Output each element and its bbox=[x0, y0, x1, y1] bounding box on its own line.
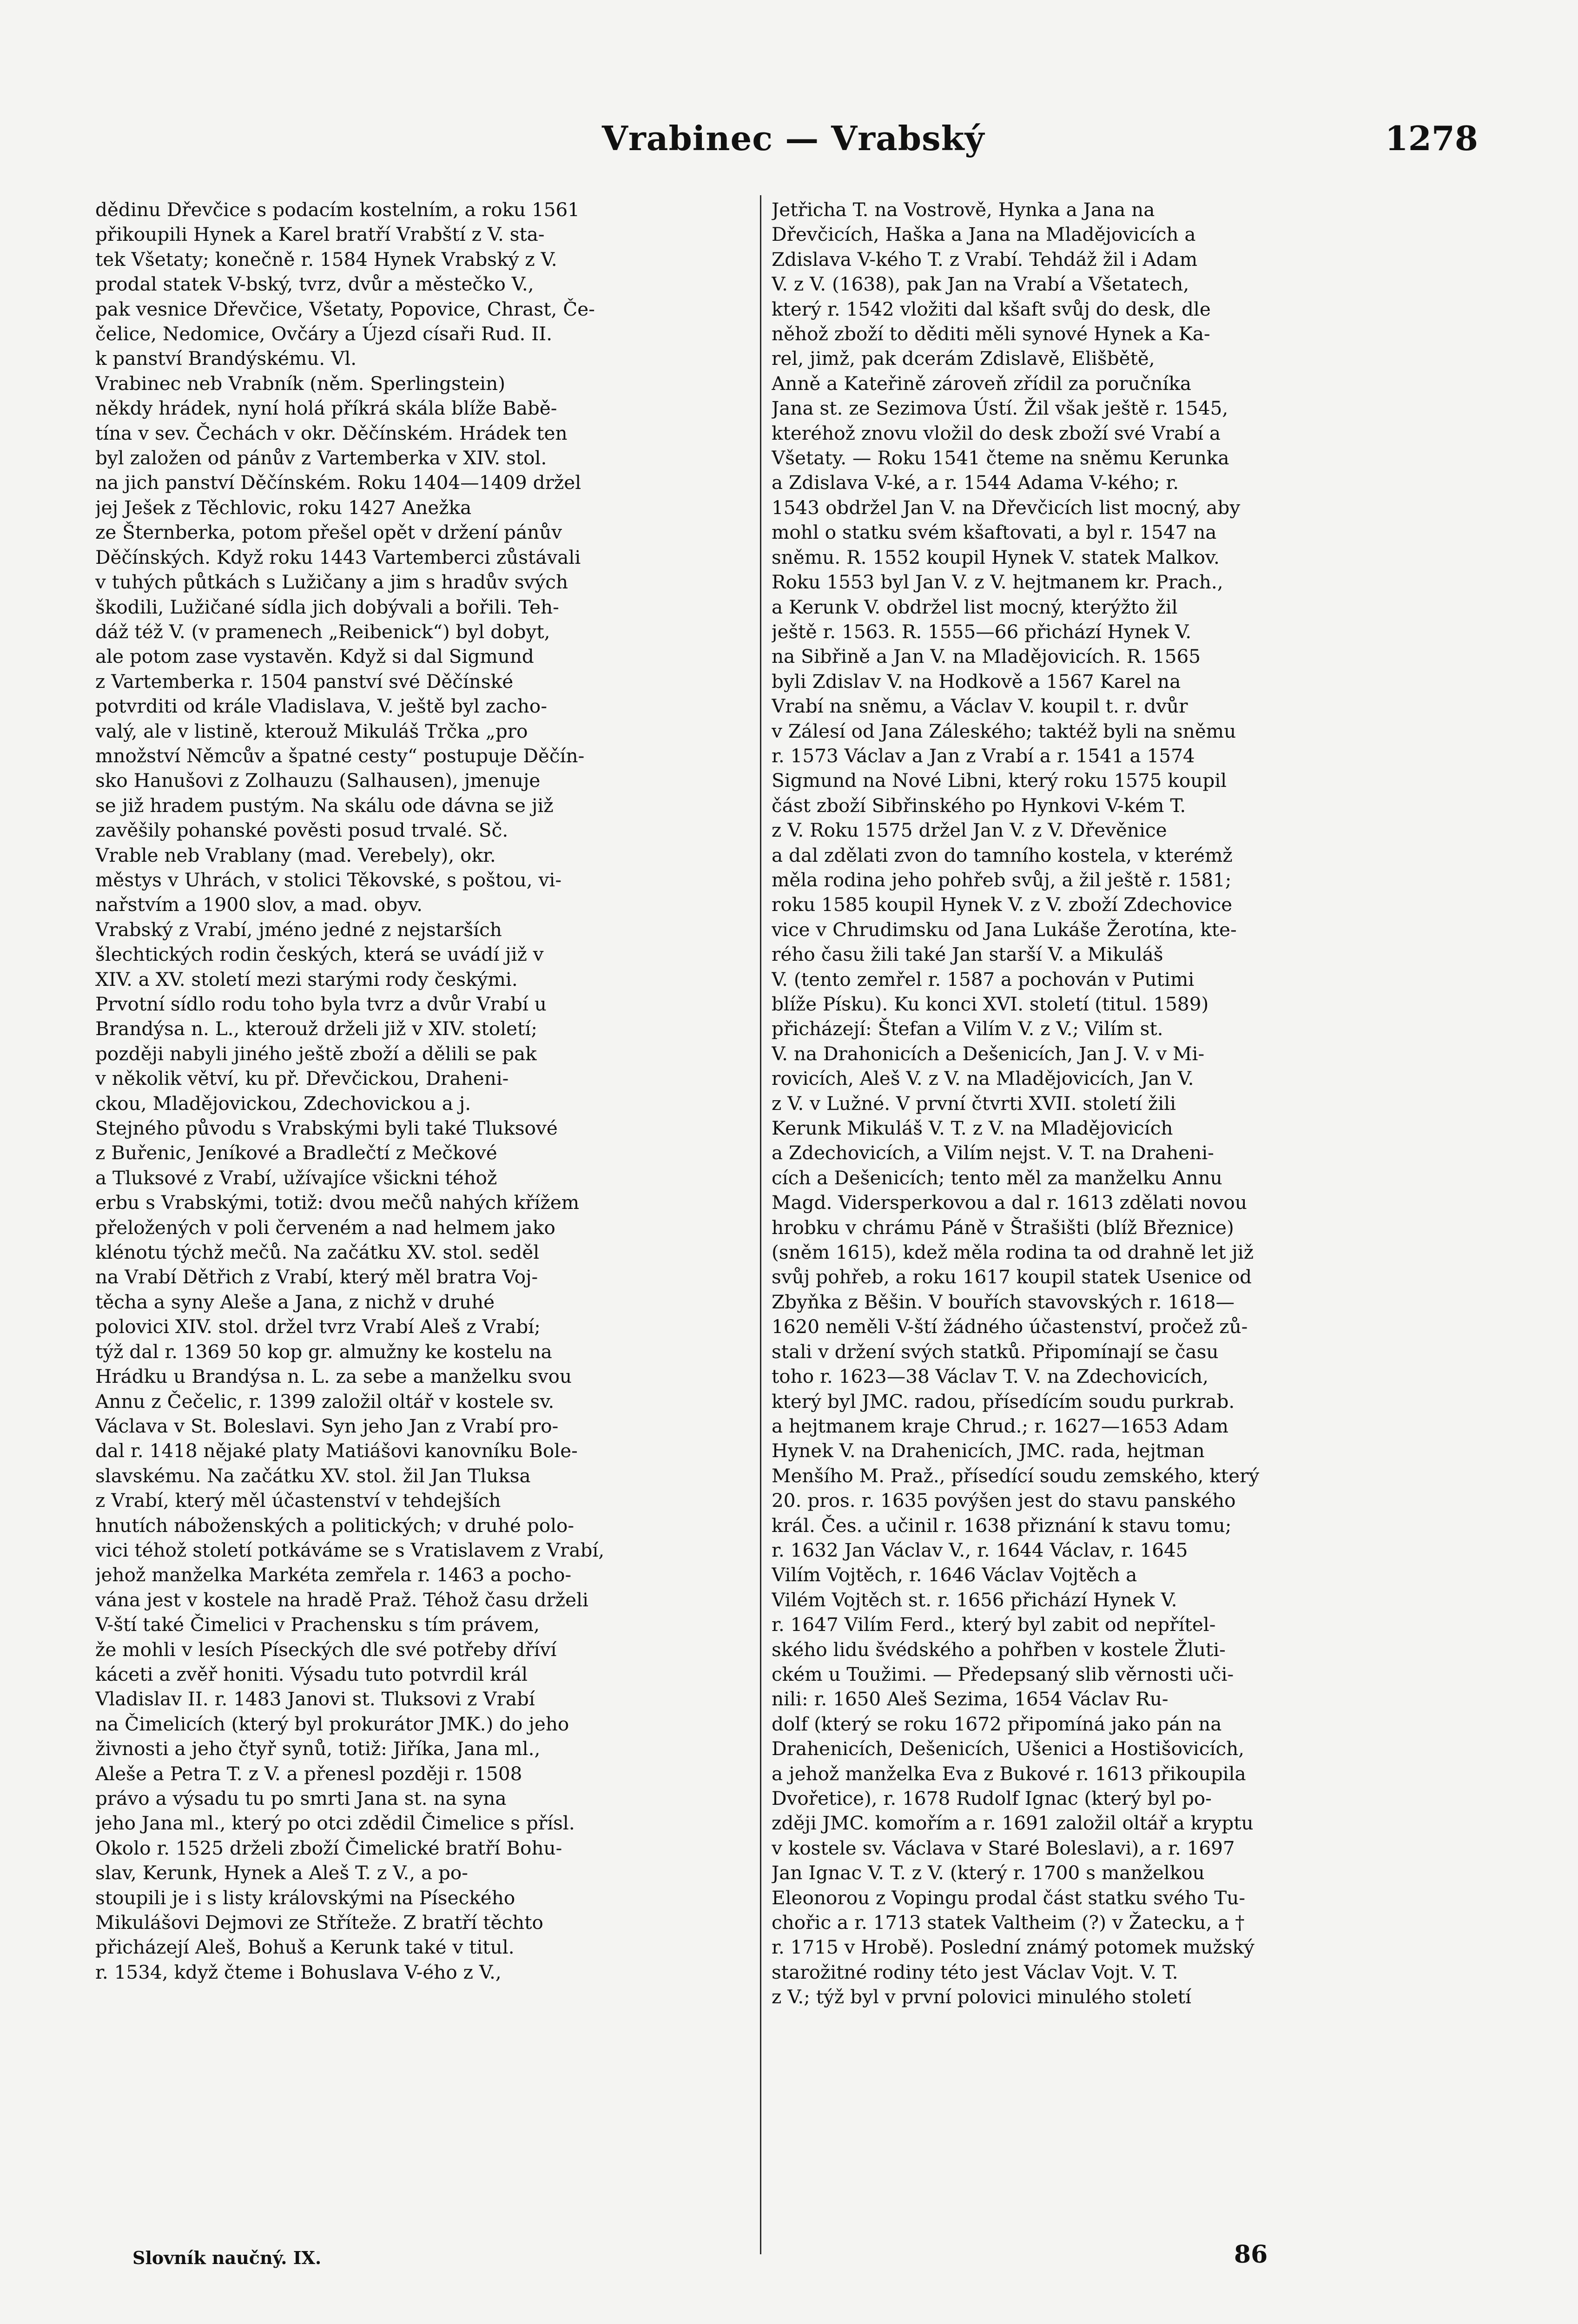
text-line: z Buřenic, Jeníkové a Bradlečtí z Mečkové bbox=[95, 1142, 497, 1164]
text-line: erbu s Vrabskými, totiž: dvou mečů nahých křížem bbox=[95, 1191, 580, 1214]
text-line: rovicích, Aleš V. z V. na Mladějovicích, Jan V. bbox=[772, 1067, 1194, 1090]
text-line: něhož zboží to děditi měli synové Hynek a Ka- bbox=[772, 323, 1210, 345]
text-line: Dřevčicích, Haška a Jana na Mladějovicích a bbox=[772, 223, 1196, 246]
text-line: na Sibřině a Jan V. na Mladějovicích. R. 1565 bbox=[772, 645, 1201, 668]
text-line: Vrabí na sněmu, a Václav V. koupil t. r. dvůr bbox=[772, 695, 1188, 718]
text-line: ského lidu švédského a pohřben v kostele Žluti- bbox=[772, 1638, 1226, 1661]
text-line: tína v sev. Čechách v okr. Děčínském. Hrádek ten bbox=[95, 422, 568, 444]
text-line: Drahenicích, Dešenicích, Ušenici a Hostišovicích, bbox=[772, 1737, 1245, 1760]
text-line: valý, ale v listině, kterouž Mikuláš Trčka „pro bbox=[95, 720, 528, 742]
text-line: zději JMC. komořím a r. 1691 založil oltář a kryptu bbox=[772, 1812, 1254, 1835]
text-line: roku 1585 koupil Hynek V. z V. zboží Zdechovice bbox=[772, 893, 1233, 916]
text-line: byl založen od pánův z Vartemberka v XIV. stol. bbox=[95, 447, 547, 469]
left-column bbox=[95, 198, 809, 2261]
text-line: hnutích náboženských a politických; v druhé polo- bbox=[95, 1514, 574, 1537]
text-line: chořic a r. 1713 statek Valtheim (?) v Žatecku, a † bbox=[772, 1911, 1245, 1934]
text-line: Okolo r. 1525 drželi zboží Čimelické bratří Bohu- bbox=[95, 1836, 562, 1859]
text-line: který r. 1542 vložiti dal kšaft svůj do desk, dle bbox=[772, 297, 1211, 320]
text-line: svůj pohřeb, a roku 1617 koupil statek Usenice od bbox=[772, 1266, 1252, 1288]
text-line: Jetřicha T. na Vostrově, Hynka a Jana na bbox=[772, 198, 1155, 221]
text-line: 1620 neměli V-ští žádného účastenství, pročež zů- bbox=[772, 1315, 1248, 1338]
text-line: přeložených v poli červeném a nad helmem jako bbox=[95, 1216, 555, 1239]
text-line: Sigmund na Nové Libni, který roku 1575 koupil bbox=[772, 769, 1227, 792]
text-line: r. 1715 v Hrobě). Poslední známý potomek mužský bbox=[772, 1936, 1254, 1959]
text-line: Menšího M. Praž., přísedící soudu zemského, který bbox=[772, 1464, 1260, 1487]
text-line: jehož manželka Markéta zemřela r. 1463 a pocho- bbox=[95, 1564, 572, 1586]
text-line: a Kerunk V. obdržel list mocný, kterýžto žil bbox=[772, 595, 1178, 618]
text-line: dal r. 1418 nějaké platy Matiášovi kanovníku Bole- bbox=[95, 1439, 578, 1462]
text-line: živnosti a jeho čtyř synů, totiž: Jiříka, Jana ml., bbox=[95, 1737, 541, 1760]
text-line: Anně a Kateřině zároveň zřídil za poručníka bbox=[772, 372, 1192, 395]
text-line: se již hradem pustým. Na skálu ode dávna se již bbox=[95, 794, 554, 817]
text-line: v kostele sv. Václava v Staré Boleslavi), a r. 1697 bbox=[772, 1836, 1235, 1859]
text-line: městys v Uhrách, v stolici Těkovské, s poštou, vi- bbox=[95, 868, 562, 891]
text-line: z V. v Lužné. V první čtvrti XVII. století žili bbox=[772, 1092, 1176, 1115]
text-line: Děčínských. Když roku 1443 Vartemberci zůstávali bbox=[95, 546, 581, 568]
text-line: mohl o statku svém kšaftovati, a byl r. 1547 na bbox=[772, 521, 1217, 544]
text-line: Vrabský z Vrabí, jméno jedné z nejstarších bbox=[95, 918, 502, 941]
text-line: dolf (který se roku 1672 připomíná jako pán na bbox=[772, 1712, 1222, 1735]
text-line: že mohli v lesích Píseckých dle své potřeby dříví bbox=[95, 1638, 557, 1661]
text-line: dáž též V. (v pramenech „Reibenick“) byl dobyt, bbox=[95, 620, 550, 643]
text-line: z Vrabí, který měl účastenství v tehdejších bbox=[95, 1489, 501, 1512]
text-line: Roku 1553 byl Jan V. z V. hejtmanem kr. Prach., bbox=[772, 571, 1223, 594]
text-line: V-ští také Čimelici v Prachensku s tím právem, bbox=[95, 1613, 540, 1636]
text-line: a dal zdělati zvon do tamního kostela, v kterémž bbox=[772, 844, 1233, 866]
text-line: stali v držení svých statků. Připomínají se času bbox=[772, 1340, 1219, 1363]
text-line: těcha a syny Aleše a Jana, z nichž v druhé bbox=[95, 1290, 495, 1313]
text-line: slav, Kerunk, Hynek a Aleš T. z V., a po- bbox=[95, 1862, 468, 1884]
text-line: XIV. a XV. století mezi starými rody českými. bbox=[95, 968, 518, 990]
text-line: slavskému. Na začátku XV. stol. žil Jan Tluksa bbox=[95, 1464, 531, 1487]
text-line: V. z V. (1638), pak Jan na Vrabí a Všetatech, bbox=[772, 273, 1189, 296]
text-line: ckou, Mladějovickou, Zdechovickou a j. bbox=[95, 1092, 471, 1115]
text-line: Hynek V. na Drahenicích, JMC. rada, hejtman bbox=[772, 1439, 1205, 1462]
text-line: Vladislav II. r. 1483 Janovi st. Tluksovi z Vrabí bbox=[95, 1688, 535, 1710]
text-line: Jana st. ze Sezimova Ústí. Žil však ještě r. 1545, bbox=[772, 397, 1228, 420]
text-line: část zboží Sibřinského po Hynkovi V-kém T. bbox=[772, 794, 1186, 817]
text-line: 20. pros. r. 1635 povýšen jest do stavu panského bbox=[772, 1489, 1236, 1512]
text-line: pak vesnice Dřevčice, Všetaty, Popovice, Chrast, Če- bbox=[95, 297, 595, 320]
right-column bbox=[772, 198, 1485, 2261]
text-line: Hrádku u Brandýsa n. L. za sebe a manželku svou bbox=[95, 1365, 572, 1388]
text-line: sko Hanušovi z Zolhauzu (Salhausen), jmenuje bbox=[95, 769, 541, 792]
text-line: Vilím Vojtěch, r. 1646 Václav Vojtěch a bbox=[772, 1564, 1137, 1586]
text-line: zavěšily pohanské pověsti posud trvalé. Sč. bbox=[95, 819, 508, 842]
text-line: prodal statek V-bský, tvrz, dvůr a městečko V., bbox=[95, 273, 534, 296]
text-line: v Zálesí od Jana Záleského; taktéž byli na sněmu bbox=[772, 720, 1236, 742]
header-title: Vrabinec — Vrabský bbox=[602, 119, 985, 158]
text-line: Annu z Čečelic, r. 1399 založil oltář v kostele sv. bbox=[95, 1390, 555, 1413]
text-line: a jehož manželka Eva z Bukové r. 1613 přikoupila bbox=[772, 1762, 1246, 1785]
text-line: toho r. 1623—38 Václav T. V. na Zdechovicích, bbox=[772, 1365, 1208, 1388]
text-line: Zbyňka z Běšin. V bouřích stavovských r. 1618— bbox=[772, 1290, 1235, 1313]
text-line: ckém u Toužimi. — Předepsaný slib věrnosti uči- bbox=[772, 1663, 1234, 1685]
text-line: klénotu týchž mečů. Na začátku XV. stol. seděl bbox=[95, 1241, 540, 1264]
text-line: na Vrabí Dětřich z Vrabí, který měl bratra Voj- bbox=[95, 1266, 538, 1288]
text-line: a Zdislava V-ké, a r. 1544 Adama V-kého; r. bbox=[772, 471, 1179, 494]
text-line: šlechtických rodin českých, která se uvádí již v bbox=[95, 943, 544, 966]
text-line: týž dal r. 1369 50 kop gr. almužny ke kostelu na bbox=[95, 1340, 552, 1363]
text-line: a Tluksové z Vrabí, užívajíce všickni téhož bbox=[95, 1166, 497, 1189]
text-line: v několik větví, ku př. Dřevčickou, Draheni- bbox=[95, 1067, 509, 1090]
footer-volume-label: Slovník naučný. IX. bbox=[132, 2247, 322, 2268]
text-line: Vrabinec neb Vrabník (něm. Sperlingstein) bbox=[95, 372, 506, 395]
text-line: přicházejí: Štefan a Vilím V. z V.; Vilím st. bbox=[772, 1017, 1163, 1040]
text-line: množství Němcův a špatné cesty“ postupuje Děčín- bbox=[95, 744, 585, 767]
text-line: jeho Jana ml., který po otci zdědil Čimelice s přísl. bbox=[95, 1812, 575, 1835]
text-line: polovici XIV. stol. držel tvrz Vrabí Aleš z Vrabí; bbox=[95, 1315, 541, 1338]
text-line: Magd. Vidersperkovou a dal r. 1613 zdělati novou bbox=[772, 1191, 1247, 1214]
text-line: Dvořetice), r. 1678 Rudolf Ignac (který byl po- bbox=[772, 1787, 1212, 1809]
text-line: nařstvím a 1900 slov, a mad. obyv. bbox=[95, 893, 423, 916]
text-line: právo a výsadu tu po smrti Jana st. na syna bbox=[95, 1787, 507, 1809]
text-line: vice v Chrudimsku od Jana Lukáše Žerotína, kte- bbox=[772, 918, 1237, 941]
text-line: Aleše a Petra T. z V. a přenesl později r. 1508 bbox=[95, 1762, 522, 1785]
text-line: v tuhých půtkách s Lužičany a jim s hradův svých bbox=[95, 571, 568, 594]
text-line: Všetaty. — Roku 1541 čteme na sněmu Kerunka bbox=[772, 447, 1229, 469]
text-line: Brandýsa n. L., kterouž drželi již v XIV. století; bbox=[95, 1017, 537, 1040]
text-line: král. Čes. a učinil r. 1638 přiznání k stavu tomu; bbox=[772, 1514, 1232, 1537]
text-line: který byl JMC. radou, přísedícím soudu purkrab. bbox=[772, 1390, 1235, 1413]
text-line: Stejného původu s Vrabskými byli také Tluksové bbox=[95, 1117, 558, 1140]
text-line: k panství Brandýskému. Vl. bbox=[95, 347, 357, 370]
text-line: a Zdechovicích, a Vilím nejst. V. T. na Draheni- bbox=[772, 1142, 1214, 1164]
text-line: vici téhož století potkáváme se s Vratislavem z Vrabí, bbox=[95, 1538, 605, 1561]
text-line: sněmu. R. 1552 koupil Hynek V. statek Malkov. bbox=[772, 546, 1220, 568]
text-line: čelice, Nedomice, Ovčáry a Újezd císaři Rud. II. bbox=[95, 323, 553, 345]
text-line: z V.; týž byl v první polovici minulého století bbox=[772, 1986, 1191, 2008]
text-line: ještě r. 1563. R. 1555—66 přichází Hynek V. bbox=[772, 620, 1192, 643]
text-line: (sněm 1615), kdež měla rodina ta od drahně let již bbox=[772, 1241, 1254, 1264]
text-line: V. (tento zemřel r. 1587 a pochován v Putimi bbox=[772, 968, 1195, 990]
text-line: později nabyli jiného ještě zboží a dělili se pak bbox=[95, 1042, 537, 1065]
text-line: Václava v St. Boleslavi. Syn jeho Jan z Vrabí pro- bbox=[95, 1414, 559, 1437]
text-line: z V. Roku 1575 držel Jan V. z V. Dřevěnice bbox=[772, 819, 1167, 842]
text-line: na Čimelicích (který byl prokurátor JMK.) do jeho bbox=[95, 1712, 569, 1735]
text-line: dědinu Dřevčice s podacím kostelním, a roku 1561 bbox=[95, 198, 580, 221]
text-line: r. 1647 Vilím Ferd., který byl zabit od nepřítel- bbox=[772, 1613, 1216, 1636]
text-line: V. na Drahonicích a Dešenicích, Jan J. V. v Mi- bbox=[772, 1042, 1205, 1065]
text-line: škodili, Lužičané sídla jich dobývali a bořili. Teh- bbox=[95, 595, 559, 618]
text-line: blíže Písku). Ku konci XVI. století (titul. 1589) bbox=[772, 993, 1209, 1015]
footer-signature-mark: 86 bbox=[1234, 2240, 1268, 2269]
text-line: r. 1534, když čteme i Bohuslava V-ého z V., bbox=[95, 1961, 502, 1983]
text-line: Kerunk Mikuláš V. T. z V. na Mladějovicích bbox=[772, 1117, 1173, 1140]
text-line: ze Šternberka, potom přešel opět v držení pánův bbox=[95, 521, 562, 544]
text-line: cích a Dešenicích; tento měl za manželku Annu bbox=[772, 1166, 1222, 1189]
text-line: přicházejí Aleš, Bohuš a Kerunk také v titul. bbox=[95, 1936, 515, 1959]
text-line: r. 1573 Václav a Jan z Vrabí a r. 1541 a 1574 bbox=[772, 744, 1195, 767]
text-line: nili: r. 1650 Aleš Sezima, 1654 Václav Ru- bbox=[772, 1688, 1169, 1710]
text-line: starožitné rodiny této jest Václav Vojt. V. T. bbox=[772, 1961, 1178, 1983]
text-line: Vilém Vojtěch st. r. 1656 přichází Hynek V. bbox=[772, 1588, 1177, 1611]
text-line: kteréhož znovu vložil do desk zboží své Vrabí a bbox=[772, 422, 1221, 444]
text-line: ale potom zase vystavěn. Když si dal Sigmund bbox=[95, 645, 534, 668]
text-line: byli Zdislav V. na Hodkově a 1567 Karel na bbox=[772, 670, 1181, 693]
column-divider bbox=[760, 195, 761, 2254]
text-line: hrobku v chrámu Páně v Štrašišti (blíž Březnice) bbox=[772, 1216, 1234, 1239]
text-line: vána jest v kostele na hradě Praž. Téhož času drželi bbox=[95, 1588, 588, 1611]
text-line: káceti a zvěř honiti. Výsadu tuto potvrdil král bbox=[95, 1663, 528, 1685]
text-line: Jan Ignac V. T. z V. (který r. 1700 s manželkou bbox=[772, 1862, 1205, 1884]
page-number: 1278 bbox=[1385, 119, 1478, 158]
text-line: Mikulášovi Dejmovi ze Stříteže. Z bratří těchto bbox=[95, 1911, 543, 1934]
text-line: 1543 obdržel Jan V. na Dřevčicích list mocný, aby bbox=[772, 496, 1241, 519]
text-line: stoupili je i s listy královskými na Píseckého bbox=[95, 1886, 515, 1909]
text-line: r. 1632 Jan Václav V., r. 1644 Václav, r. 1645 bbox=[772, 1538, 1188, 1561]
text-line: Vrable neb Vrablany (mad. Verebely), okr. bbox=[95, 844, 496, 866]
text-line: z Vartemberka r. 1504 panství své Děčínské bbox=[95, 670, 514, 693]
text-line: měla rodina jeho pohřeb svůj, a žil ještě r. 1581; bbox=[772, 868, 1232, 891]
text-line: Eleonorou z Vopingu prodal část statku svého Tu- bbox=[772, 1886, 1246, 1909]
text-line: Prvotní sídlo rodu toho byla tvrz a dvůr Vrabí u bbox=[95, 993, 547, 1015]
text-line: tek Všetaty; konečně r. 1584 Hynek Vrabský z V. bbox=[95, 248, 557, 271]
text-line: rého času žili také Jan starší V. a Mikuláš bbox=[772, 943, 1163, 966]
text-line: a hejtmanem kraje Chrud.; r. 1627—1653 Adam bbox=[772, 1414, 1228, 1437]
text-line: přikoupili Hynek a Karel bratří Vrabští z V. sta- bbox=[95, 223, 545, 246]
text-line: Zdislava V-kého T. z Vrabí. Tehdáž žil i Adam bbox=[772, 248, 1198, 271]
text-line: na jich panství Děčínském. Roku 1404—1409 držel bbox=[95, 471, 581, 494]
running-header bbox=[602, 119, 1478, 174]
text-line: jej Ješek z Těchlovic, roku 1427 Anežka bbox=[95, 496, 472, 519]
text-line: rel, jimž, pak dcerám Zdislavě, Elišbětě, bbox=[772, 347, 1155, 370]
text-line: potvrditi od krále Vladislava, V. ještě byl zacho- bbox=[95, 695, 547, 718]
text-line: někdy hrádek, nyní holá příkrá skála blíže Babě- bbox=[95, 397, 557, 420]
